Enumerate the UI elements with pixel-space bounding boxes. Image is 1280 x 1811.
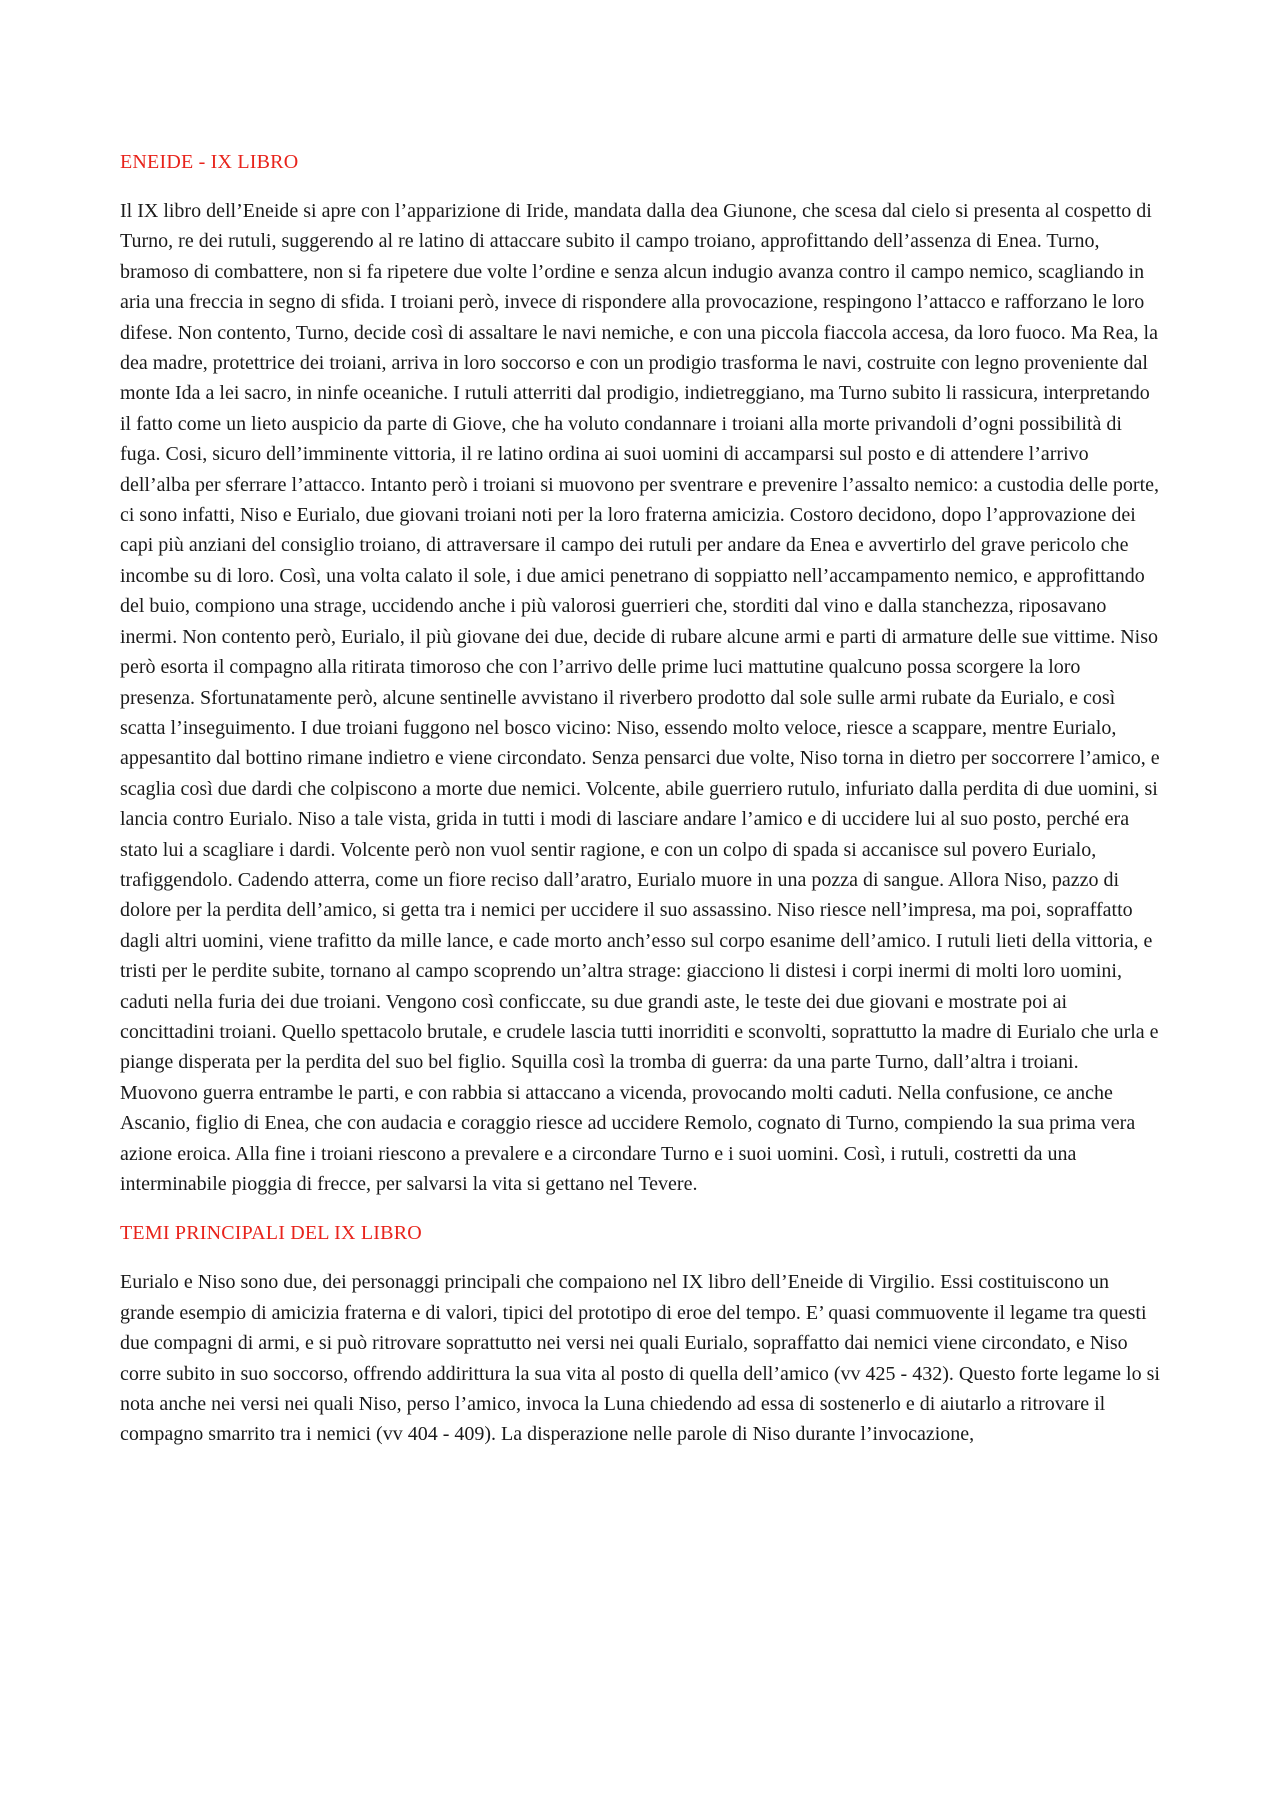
section-paragraph-themes: Eurialo e Niso sono due, dei personaggi principali che compaiono nel IX libro dell’Eneide di Virgilio. Essi costituiscono un grande esempio di amicizia fraterna e di valori, tipici del prototipo di eroe del tempo. E’ quasi commuovente il legame tra questi due compagni di armi, e si può ritrovare soprattutto nei versi nei quali Eurialo, sopraffatto dai nemici viene circondato, e Niso corre subito in suo soccorso, offrendo addirittura la sua vita al posto di quella dell’amico (vv 425 - 432). Questo forte legame lo si nota anche nei versi nei quali Niso, perso l’amico, invoca la Luna chiedendo ad essa di sostenerlo e di aiutarlo a ritrovare il compagno smarrito tra i nemici (vv 404 - 409). La disperazione nelle parole di Niso durante l’invocazione, — [120, 1271, 1160, 1446]
document-page — [120, 150, 1160, 1450]
section-paragraph-summary: Il IX libro dell’Eneide si apre con l’apparizione di Iride, mandata dalla dea Giunone, che scesa dal cielo si presenta al cospetto di Turno, re dei rutuli, suggerendo al re latino di attaccare subito il campo troiano, approfittando dell’assenza di Enea. Turno, bramoso di combattere, non si fa ripetere due volte l’ordine e senza alcun indugio avanza contro il campo nemico, scagliando in aria una freccia in segno di sfida. I troiani però, invece di rispondere alla provocazione, respingono l’attacco e rafforzano le loro difese. Non contento, Turno, decide così di assaltare le navi nemiche, e con una piccola fiaccola accesa, da loro fuoco. Ma Rea, la dea madre, protettrice dei troiani, arriva in loro soccorso e con un prodigio trasforma le navi, costruite con legno proveniente dal monte Ida a lei sacro, in ninfe oceaniche. I rutuli atterriti dal prodigio, indietreggiano, ma Turno subito li rassicura, interpretando il fatto come un lieto auspicio da parte di Giove, che ha voluto condannare i troiani alla morte privandoli d’ogni possibilità di fuga. Cosi, sicuro dell’imminente vittoria, il re latino ordina ai suoi uomini di accamparsi sul posto e di attendere l’arrivo dell’alba per sferrare l’attacco. Intanto però i troiani si muovono per sventrare e prevenire l’assalto nemico: a custodia delle porte, ci sono infatti, Niso e Eurialo, due giovani troiani noti per la loro fraterna amicizia. Costoro decidono, dopo l’approvazione dei capi più anziani del consiglio troiano, di attraversare il campo dei rutuli per andare da Enea e avvertirlo del grave pericolo che incombe su di loro. Così, una volta calato il sole, i due amici penetrano di soppiatto nell’accampamento nemico, e approfittando del buio, compiono una strage, uccidendo anche i più valorosi guerrieri che, storditi dal vino e dalla stanchezza, riposavano inermi. Non contento però, Eurialo, il più giovane dei due, decide di rubare alcune armi e parti di armature delle sue vittime. Niso però esorta il compagno alla ritirata timoroso che con l’arrivo delle prime luci mattutine qualcuno possa scorgere la loro presenza. Sfortunatamente però, alcune sentinelle avvistano il riverbero prodotto dal sole sulle armi rubate da Eurialo, e così scatta l’inseguimento. I due troiani fuggono nel bosco vicino: Niso, essendo molto veloce, riesce a scappare, mentre Eurialo, appesantito dal bottino rimane indietro e viene circondato. Senza pensarci due volte, Niso torna in dietro per soccorrere l’amico, e scaglia così due dardi che colpiscono a morte due nemici. Volcente, abile guerriero rutulo, infuriato dalla perdita di due uomini, si lancia contro Eurialo. Niso a tale vista, grida in tutti i modi di lasciare andare l’amico e di uccidere lui al suo posto, perché era stato lui a scagliare i dardi. Volcente però non vuol sentir ragione, e con un colpo di spada si accanisce sul povero Eurialo, trafiggendolo. Cadendo atterra, come un fiore reciso dall’aratro, Eurialo muore in una pozza di sangue. Allora Niso, pazzo di dolore per la perdita dell’amico, si getta tra i nemici per uccidere il suo assassino. Niso riesce nell’impresa, ma poi, sopraffatto dagli altri uomini, viene trafitto da mille lance, e cade morto anch’esso sul corpo esanime dell’amico. I rutuli lieti della vittoria, e tristi per le perdite subite, tornano al campo scoprendo un’altra strage: giacciono li distesi i corpi inermi di molti loro uomini, caduti nella furia dei due troiani. Vengono così conficcate, su due grandi aste, le teste dei due giovani e mostrate poi ai concittadini troiani. Quello spettacolo brutale, e crudele lascia tutti inorriditi e sconvolti, soprattutto la madre di Eurialo che urla e piange disperata per la perdita del suo bel figlio. Squilla così la tromba di guerra: da una parte Turno, dall’altra i troiani. Muovono guerra entrambe le parti, e con rabbia si attaccano a vicenda, provocando molti caduti. Nella confusione, ce anche Ascanio, figlio di Enea, che con audacia e coraggio riesce ad uccidere Remolo, cognato di Turno, compiendo la sua prima vera azione eroica. Alla fine i troiani riescono a prevalere e a circondare Turno e i suoi uomini. Così, i rutuli, costretti da una interminabile pioggia di frecce, per salvarsi la vita si gettano nel Tevere. — [120, 200, 1160, 1195]
section-heading-eneide-ix-libro: ENEIDE - IX LIBRO — [120, 151, 299, 173]
section-heading-temi-principali: TEMI PRINCIPALI DEL IX LIBRO — [120, 1222, 422, 1245]
